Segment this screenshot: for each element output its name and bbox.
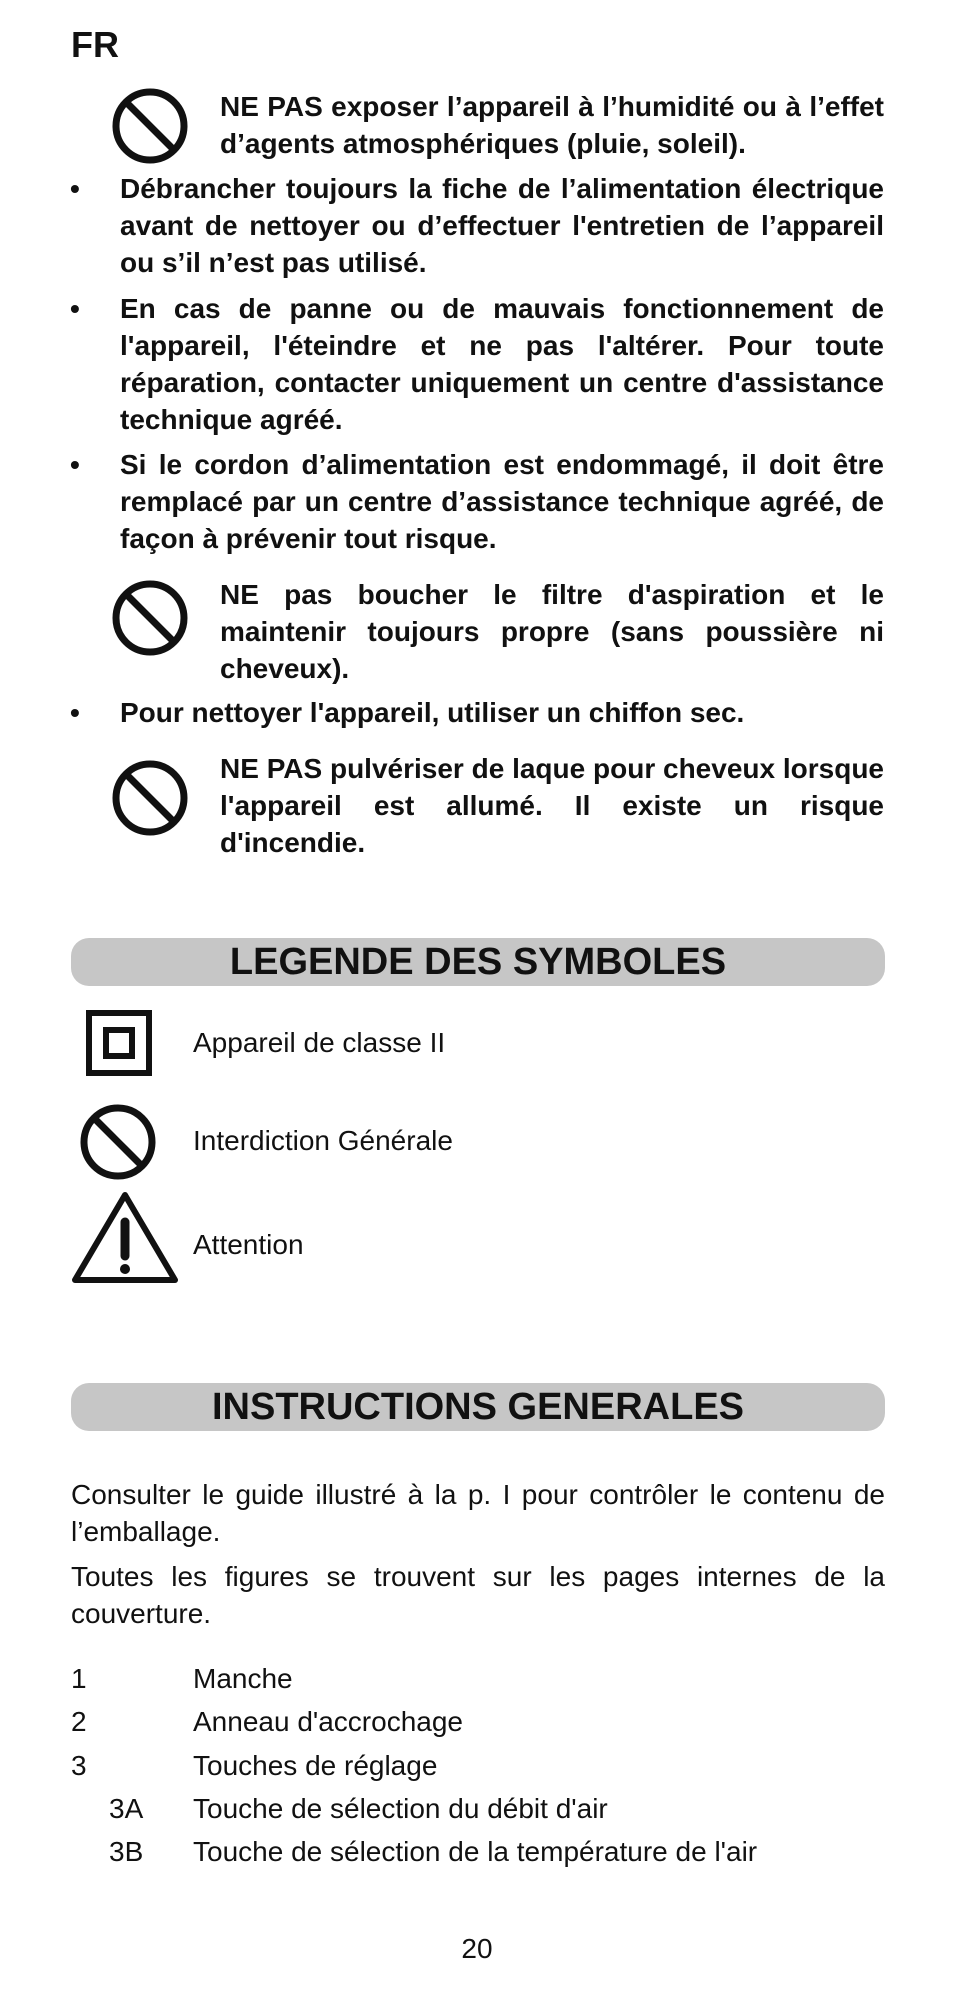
bullet-cleaning: Pour nettoyer l'appareil, utiliser un chiffon sec. xyxy=(120,697,745,728)
warning-icon xyxy=(70,1190,180,1286)
prohibition-icon xyxy=(110,86,190,166)
legend-section-title: LEGENDE DES SYMBOLES xyxy=(71,938,885,986)
prohibition-icon xyxy=(78,1102,158,1182)
prohibition-icon xyxy=(110,758,190,838)
bullet-marker: • xyxy=(70,697,80,728)
list-item-text: Touches de réglage xyxy=(193,1750,438,1781)
list-item-text: Touche de sélection du débit d'air xyxy=(193,1793,608,1824)
page-number: 20 xyxy=(461,1933,493,1964)
warning-hairspray: NE PAS pulvériser de laque pour cheveux lorsque l'appareil est allumé. Il existe un risque d'incendie. xyxy=(220,753,884,858)
list-item-number: 1 xyxy=(71,1663,87,1694)
legend-label-prohibition: Interdiction Générale xyxy=(193,1125,453,1156)
warning-humidity: NE PAS exposer l’appareil à l’humidité ou à l’effet d’agents atmosphériques (pluie, soleil). xyxy=(220,91,884,159)
list-item-text: Anneau d'accrochage xyxy=(193,1706,463,1737)
class-ii-icon xyxy=(86,1010,152,1076)
list-item-text: Manche xyxy=(193,1663,293,1694)
bullet-power-cord: Si le cordon d’alimentation est endommagé, il doit être remplacé par un centre d’assistance technique agréé, de façon à prévenir tout risque. xyxy=(120,449,884,554)
language-label: FR xyxy=(71,24,119,65)
list-item-number: 3 xyxy=(71,1750,87,1781)
instructions-section-title: INSTRUCTIONS GENERALES xyxy=(71,1383,885,1431)
bullet-marker: • xyxy=(70,449,80,480)
bullet-unplug: Débrancher toujours la fiche de l’alimentation électrique avant de nettoyer ou d’effectuer l'entretien de l’appareil ou s’il n’est pas utilisé. xyxy=(120,173,884,278)
warning-filter: NE pas boucher le filtre d'aspiration et le maintenir toujours propre (sans poussière ni cheveux). xyxy=(220,579,884,684)
instructions-paragraph-figures: Toutes les figures se trouvent sur les pages internes de la couverture. xyxy=(71,1561,885,1629)
list-item-number: 3A xyxy=(109,1793,144,1824)
bullet-marker: • xyxy=(70,173,80,204)
legend-label-attention: Attention xyxy=(193,1229,304,1260)
list-item-number: 2 xyxy=(71,1706,87,1737)
bullet-malfunction: En cas de panne ou de mauvais fonctionnement de l'appareil, l'éteindre et ne pas l'altérer. Pour toute réparation, contacter uniquement un centre d'assistance technique agréé. xyxy=(120,293,884,435)
bullet-marker: • xyxy=(70,293,80,324)
instructions-paragraph-contents: Consulter le guide illustré à la p. I pour contrôler le contenu de l’emballage. xyxy=(71,1479,885,1547)
list-item-text: Touche de sélection de la température de l'air xyxy=(193,1836,758,1867)
list-item-number: 3B xyxy=(109,1836,144,1867)
legend-label-class-ii: Appareil de classe II xyxy=(193,1027,446,1058)
prohibition-icon xyxy=(110,578,190,658)
